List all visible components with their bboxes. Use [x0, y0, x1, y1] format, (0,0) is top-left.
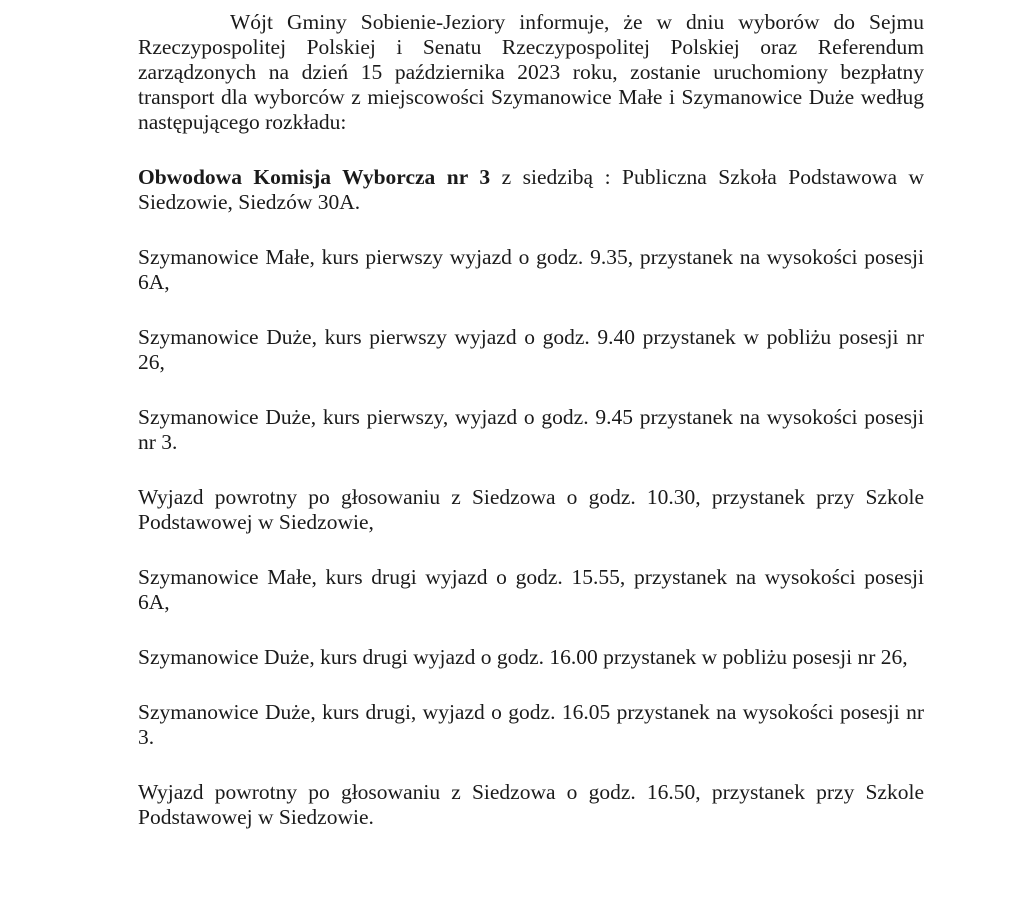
schedule-item: Wyjazd powrotny po głosowaniu z Siedzowa o godz. 10.30, przystanek przy Szkole Podstawowej w Siedzowie,	[138, 485, 924, 534]
intro-paragraph: Wójt Gminy Sobienie-Jeziory informuje, że w dniu wyborów do Sejmu Rzeczypospolitej Polskiej i Senatu Rzeczypospolitej Polskiej oraz Referendum zarządzonych na dzień 15 października 2023 roku, zostanie uruchomiony bezpłatny transport dla wyborców z miejscowości Szymanowice Małe i Szymanowice Duże według następującego rozkładu:	[138, 10, 924, 134]
schedule-item: Szymanowice Duże, kurs pierwszy wyjazd o godz. 9.40 przystanek w pobliżu posesji nr 26,	[138, 325, 924, 374]
commission-paragraph	[138, 165, 924, 215]
document-page	[138, 10, 924, 830]
schedule-item: Szymanowice Duże, kurs drugi, wyjazd o godz. 16.05 przystanek na wysokości posesji nr 3.	[138, 700, 924, 749]
schedule-item: Szymanowice Małe, kurs drugi wyjazd o godz. 15.55, przystanek na wysokości posesji 6A,	[138, 565, 924, 614]
schedule-item: Szymanowice Duże, kurs pierwszy, wyjazd o godz. 9.45 przystanek na wysokości posesji nr 3.	[138, 405, 924, 454]
schedule-item: Szymanowice Duże, kurs drugi wyjazd o godz. 16.00 przystanek w pobliżu posesji nr 26,	[138, 645, 908, 669]
schedule-item: Wyjazd powrotny po głosowaniu z Siedzowa o godz. 16.50, przystanek przy Szkole Podstawowej w Siedzowie.	[138, 780, 924, 829]
schedule-item: Szymanowice Małe, kurs pierwszy wyjazd o godz. 9.35, przystanek na wysokości posesji 6A,	[138, 245, 924, 294]
commission-name: Obwodowa Komisja Wyborcza nr 3	[138, 165, 491, 189]
commission-seat: z siedzibą : Publiczna Szkoła Podstawowa w Siedzowie, Siedzów 30A.	[138, 165, 924, 214]
